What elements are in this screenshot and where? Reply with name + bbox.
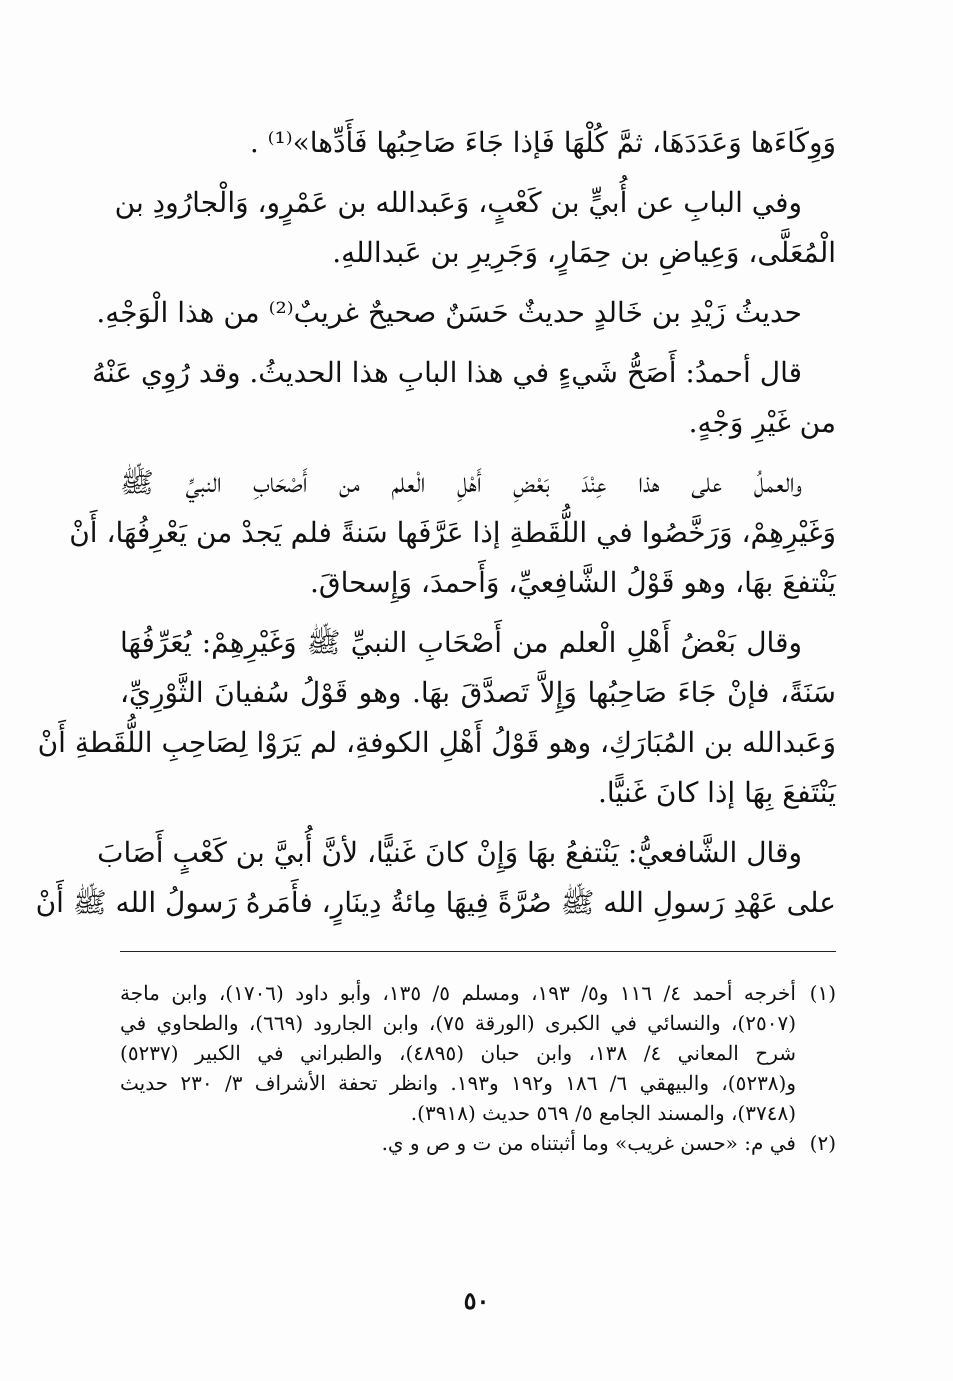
footnote-number: (٢) (809, 1131, 836, 1155)
text-line: وَغَيْرِهِمْ، وَرَخَّصُوا في اللُّقَطةِ إذا عَرَّفَها سَنةً فلم يَجدْ من يَعْرِفُهَا، أَنْ (69, 516, 836, 549)
footnote-line: شرح المعاني ٤/ ١٣٨، وابن حبان (٤٨٩٥)، والطبراني في الكبير (٥٢٣٧) (120, 1041, 796, 1065)
footnote-divider (120, 951, 836, 952)
paragraph-4 (91, 348, 836, 448)
main-text (35, 118, 836, 928)
footnote-body (120, 1128, 796, 1158)
text-line: يَنْتَفعَ بِهَا إذا كانَ غَنيًّا. (597, 776, 836, 809)
paragraph-7 (35, 828, 836, 928)
footnotes (120, 978, 836, 1158)
page-number: ٥٠ (463, 1286, 490, 1315)
footnote-line: و(٥٢٣٨)، والبيهقي ٦/ ١٨٦ و١٩٢ و١٩٣. وانظر تحفة الأشراف ٣/ ٢٣٠ حديث (120, 1071, 797, 1095)
text-line: وَعَبدالله بن المُبَارَكِ، وهو قَوْلُ أَهْلِ الكوفةِ، لم يَرَوْا لِصَاحِبِ اللُّقَطةِ أَنْ (37, 726, 836, 759)
footnote-1 (120, 978, 836, 1128)
text-line: من غَيْرِ وَجْهٍ. (688, 406, 836, 439)
text-line: وفي البابِ عن أُبيٍّ بن كَعْبٍ، وَعَبدالله بن عَمْرٍو، وَالْجارُودِ بن (114, 186, 802, 219)
paragraph-2 (114, 178, 836, 278)
footnote-body (120, 978, 796, 1128)
text-line: قال أحمدُ: أَصَحُّ شَيءٍ في هذا البابِ هذا الحديثُ. وقد رُوِي عَنْهُ (91, 356, 802, 389)
text-line: سَنَةً، فإنْ جَاءَ صَاحِبُها وَإِلاَّ تَصدَّقَ بهَا. وهو قَوْلُ سُفيانَ الثَّوْرِيِّ، (120, 676, 836, 709)
text-line: يَنْتفعَ بهَا، وهو قَوْلُ الشَّافِعيِّ، وَأَحمدَ، وَإِسحاقَ. (310, 566, 836, 599)
paragraph-1 (120, 118, 836, 168)
text-line: وَوِكَاءَها وَعَدَدَهَا، ثمَّ كُلْهَا فَإذا جَاءَ صَاحِبُها فَأَدِّها»⁽¹⁾ . (249, 126, 836, 159)
text-line: حديثُ زَيْدِ بن خَالدٍ حديثٌ حَسَنٌ صحيحٌ غريبٌ⁽²⁾ من هذا الْوَجْهِ. (96, 296, 802, 329)
text-line: على عَهْدِ رَسولِ الله ﷺ صُرَّةً فِيهَا مِائةُ دِينَارٍ، فأَمَرهُ رَسولُ الله ﷺ أَنْ (35, 886, 836, 919)
footnote-line: في م: «حسن غريب» وما أثبتناه من ت و ص و ي. (381, 1131, 796, 1155)
footnote-number: (١) (809, 981, 836, 1005)
footnote-2 (120, 1128, 836, 1158)
paragraph-6 (37, 618, 836, 818)
text-line: الْمُعَلَّى، وَعِياضِ بن حِمَارٍ، وَجَرِيرِ بن عَبداللهِ. (332, 236, 836, 269)
paragraph-3 (96, 288, 836, 338)
text-line: وقال بَعْضُ أَهْلِ الْعلم من أَصْحَابِ النبيِّ ﷺ وَغَيْرِهِمْ: يُعَرِّفُهَا (120, 626, 802, 659)
footnote-line: (٣٧٤٨)، والمسند الجامع ٥/ ٥٦٩ حديث (٣٩١٨). (410, 1101, 796, 1125)
text-line: والعملُ على هذا عِنْدَ بَعْضِ أَهْلِ الْعلم من أَصْحَابِ النبيِّ ﷺ (120, 466, 802, 499)
footnote-line: (٢٥٠٧)، والنسائي في الكبرى (الورقة ٧٥)، وابن الجارود (٦٦٩)، والطحاوي في (120, 1011, 797, 1035)
text-line: وقال الشَّافعيُّ: يَنْتفعُ بهَا وَإِنْ كانَ غَنيًّا، لأنَّ أُبيَّ بن كَعْبٍ أَصَابَ (97, 836, 802, 869)
footnote-line: أخرجه أحمد ٤/ ١١٦ و٥/ ١٩٣، ومسلم ٥/ ١٣٥، وأبو داود (١٧٠٦)، وابن ماجة (120, 981, 796, 1005)
paragraph-5 (69, 458, 836, 608)
